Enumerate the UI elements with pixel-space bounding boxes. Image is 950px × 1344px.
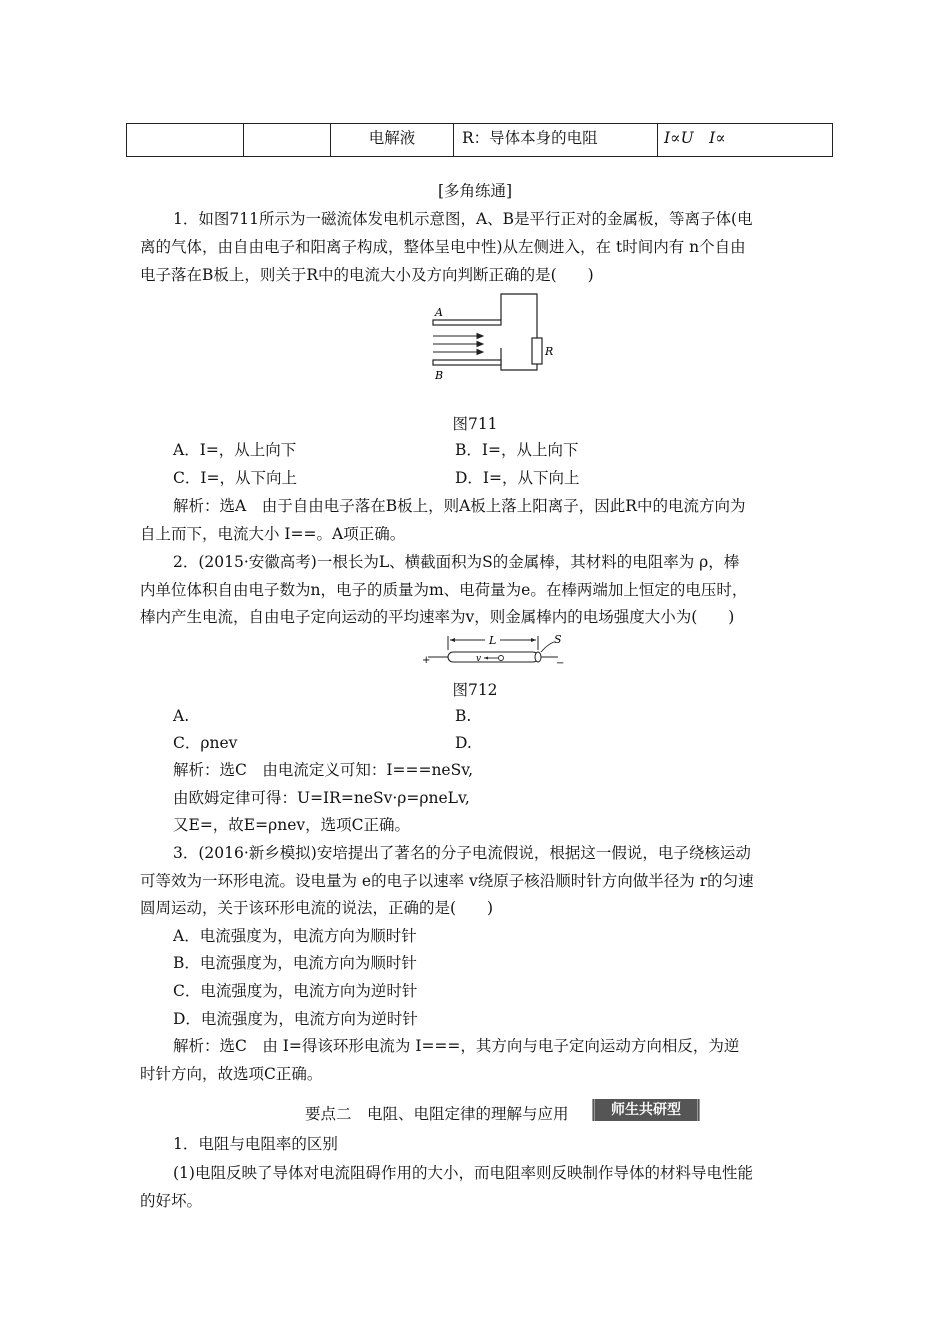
q3-line-2: 可等效为一环形电流。设电量为 e的电子以速率 v绕原子核沿顺时针方向做半径为 r的匀速 <box>140 872 754 890</box>
plate-a <box>433 320 501 325</box>
label-plus: + <box>422 655 431 666</box>
label-minus: − <box>556 658 565 668</box>
table-cell-5: I∝U I∝ <box>658 124 833 157</box>
dim-arrow-left <box>450 638 455 642</box>
q3-analysis-2: 时针方向，故选项C正确。 <box>140 1065 323 1083</box>
key-point-badge: 师生共研型 <box>592 1099 700 1121</box>
dim-arrow-right <box>531 638 536 642</box>
q2-line-3: 棒内产生电流，自由电子定向运动的平均速率为v，则金属棒内的电场强度大小为( ) <box>140 608 735 626</box>
q2-option-c: C．ρnev <box>173 734 238 752</box>
q3-option-b: B．电流强度为，电流方向为顺时针 <box>173 954 417 972</box>
q2-analysis-2: 由欧姆定律可得：U=IR=neSv·ρ=ρneLv, <box>173 789 470 807</box>
electron <box>499 656 504 661</box>
figure-712-caption: 图712 <box>452 681 498 699</box>
para-heading: 1．电阻与电阻率的区别 <box>173 1135 338 1153</box>
q1-line-1: 1．如图711所示为一磁流体发电机示意图，A、B是平行正对的金属板，等离子体(电 <box>173 210 753 228</box>
q1-analysis-1: 解析：选A 由于自由电子落在B板上，则A板上落上阳离子，因此R中的电流方向为 <box>173 497 746 515</box>
resistor <box>532 338 542 364</box>
q1-option-b: B．I=，从上向下 <box>455 441 579 459</box>
q2-line-1: 2．(2015·安徽高考)一根长为L、横截面积为S的金属棒，其材料的电阻率为 ρ，棒 <box>173 553 740 571</box>
metal-rod <box>448 652 538 662</box>
rod-end <box>535 652 541 662</box>
q2-analysis-3: 又E=，故E=ρnev，选项C正确。 <box>173 816 410 834</box>
table-cell-3: 电解液 <box>331 124 454 157</box>
q1-option-a: A．I=，从上向下 <box>173 441 297 459</box>
circuit-wire-top <box>501 294 537 338</box>
table-cell-2 <box>244 124 331 157</box>
q2-analysis-1: 解析：选C 由电流定义可知：I===neSv, <box>173 761 474 779</box>
q1-option-c: C．I=，从下向上 <box>173 469 297 487</box>
q2-option-b: B. <box>455 707 472 725</box>
q2-option-a: A. <box>173 707 190 725</box>
label-r: R <box>545 345 554 358</box>
flow-arrows <box>433 334 483 355</box>
q3-option-a: A．电流强度为，电流方向为顺时针 <box>173 927 417 945</box>
table-cell-4: R：导体本身的电阻 <box>454 124 658 157</box>
label-l: L <box>489 634 497 647</box>
label-v: v <box>476 654 482 664</box>
q3-option-c: C．电流强度为，电流方向为逆时针 <box>173 982 418 1000</box>
plate-b <box>433 360 501 365</box>
para-line-1: (1)电阻反映了导体对电流阻碍作用的大小，而电阻率则反映制作导体的材料导电性能 <box>173 1164 753 1182</box>
q3-line-1: 3．(2016·新乡模拟)安培提出了著名的分子电流假说，根据这一假说，电子绕核运动 <box>173 844 751 862</box>
q1-option-d: D．I=，从下向上 <box>455 469 580 487</box>
q1-line-3: 电子落在B板上，则关于R中的电流大小及方向判断正确的是( ) <box>140 266 594 284</box>
para-line-2: 的好坏。 <box>140 1192 203 1210</box>
area-leader <box>541 642 554 652</box>
section-title: [多角练通] <box>437 182 513 200</box>
q3-line-3: 圆周运动，关于该环形电流的说法，正确的是( ) <box>140 899 494 917</box>
label-a: A <box>435 306 443 319</box>
q2-line-2: 内单位体积自由电子数为n，电子的质量为m、电荷量为e。在棒两端加上恒定的电压时， <box>140 581 748 599</box>
q3-analysis-1: 解析：选C 由 I=得该环形电流为 I===，其方向与电子定向运动方向相反，为逆 <box>173 1037 740 1055</box>
q1-line-2: 离的气体，由自由电子和阳离子构成，整体呈电中性)从左侧进入，在 t时间内有 n个自由 <box>140 238 746 256</box>
key-point-title: 要点二 电阻、电阻定律的理解与应用 <box>305 1105 569 1123</box>
figure-712 <box>420 630 570 668</box>
label-s: S <box>554 633 562 646</box>
q2-option-d: D. <box>455 734 472 752</box>
table-cell-1 <box>127 124 244 157</box>
figure-711-caption: 图711 <box>452 415 498 433</box>
top-table <box>126 123 833 157</box>
q3-option-d: D．电流强度为，电流方向为逆时针 <box>173 1010 418 1028</box>
label-b: B <box>435 369 444 382</box>
table-row <box>127 124 833 157</box>
q1-analysis-2: 自上而下，电流大小 I==。A项正确。 <box>140 525 406 543</box>
figure-711 <box>425 290 555 385</box>
